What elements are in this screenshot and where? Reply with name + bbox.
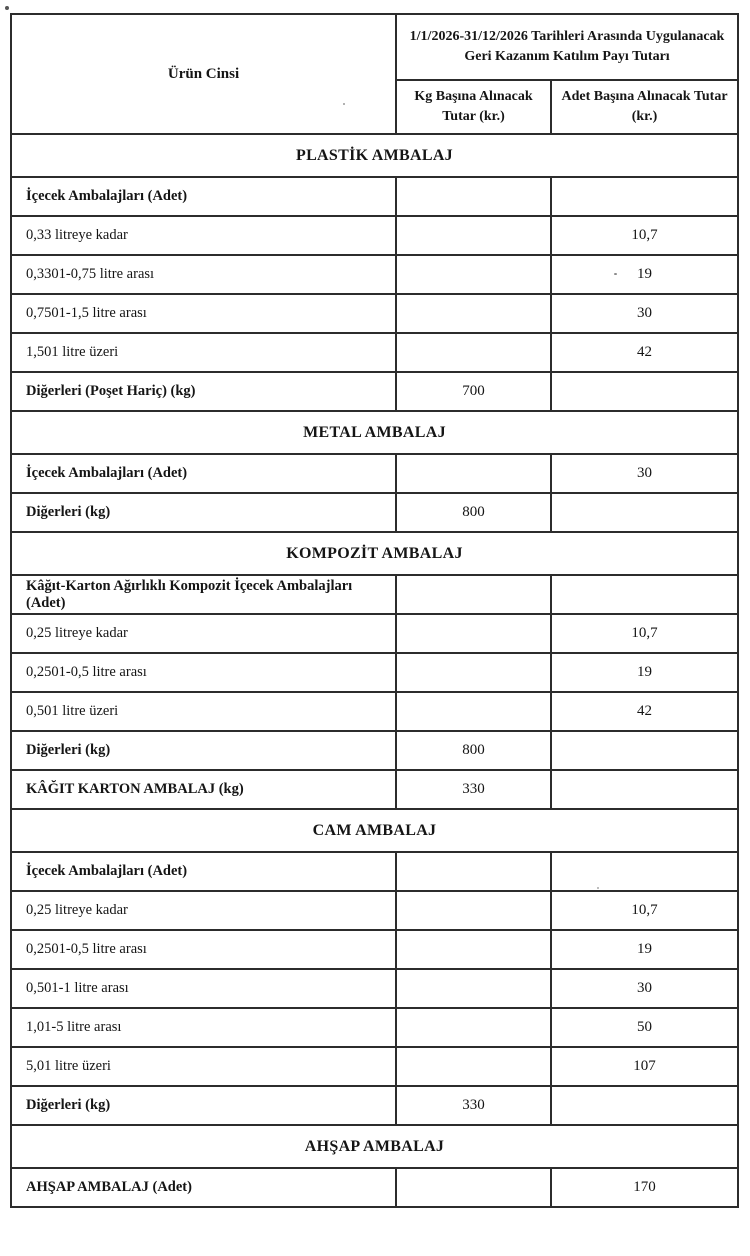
adet-amount [551, 575, 738, 614]
kg-amount [396, 653, 551, 692]
scan-speck [614, 273, 617, 275]
scan-speck [5, 6, 9, 10]
product-label: 0,25 litreye kadar [11, 614, 396, 653]
section-header-row [11, 134, 738, 177]
table-row [11, 1086, 738, 1125]
kg-amount: 700 [396, 372, 551, 411]
adet-amount [551, 1086, 738, 1125]
adet-amount [551, 731, 738, 770]
table-row [11, 930, 738, 969]
table-row [11, 969, 738, 1008]
section-title: AHŞAP AMBALAJ [11, 1125, 738, 1168]
table-row [11, 614, 738, 653]
adet-amount: 50 [551, 1008, 738, 1047]
adet-amount: 10,7 [551, 891, 738, 930]
table-row [11, 255, 738, 294]
adet-amount: 19 [551, 255, 738, 294]
product-label: Diğerleri (kg) [11, 731, 396, 770]
adet-amount [551, 770, 738, 809]
section-title: KOMPOZİT AMBALAJ [11, 532, 738, 575]
product-label: Diğerleri (kg) [11, 493, 396, 532]
kg-amount [396, 1008, 551, 1047]
kg-amount [396, 333, 551, 372]
section-header-row [11, 411, 738, 454]
product-label: Diğerleri (kg) [11, 1086, 396, 1125]
product-label: 0,501-1 litre arası [11, 969, 396, 1008]
adet-amount: 30 [551, 454, 738, 493]
adet-amount: 30 [551, 969, 738, 1008]
product-label: AHŞAP AMBALAJ (Adet) [11, 1168, 396, 1207]
product-label: İçecek Ambalajları (Adet) [11, 177, 396, 216]
table-row [11, 692, 738, 731]
table-row [11, 770, 738, 809]
product-label: 0,33 litreye kadar [11, 216, 396, 255]
adet-amount [551, 493, 738, 532]
product-label: Diğerleri (Poşet Hariç) (kg) [11, 372, 396, 411]
header-row-top [11, 14, 738, 80]
section-title: METAL AMBALAJ [11, 411, 738, 454]
table-row [11, 493, 738, 532]
product-label: KÂĞIT KARTON AMBALAJ (kg) [11, 770, 396, 809]
scan-speck [597, 887, 599, 889]
kg-amount: 330 [396, 1086, 551, 1125]
product-label: 0,3301-0,75 litre arası [11, 255, 396, 294]
table-row [11, 891, 738, 930]
adet-amount: 10,7 [551, 614, 738, 653]
kg-amount [396, 969, 551, 1008]
adet-amount: 170 [551, 1168, 738, 1207]
adet-amount [551, 852, 738, 891]
column-header-product: Ürün Cinsi [11, 14, 396, 134]
kg-amount [396, 1168, 551, 1207]
adet-amount: 19 [551, 930, 738, 969]
product-label: İçecek Ambalajları (Adet) [11, 454, 396, 493]
table-row [11, 1168, 738, 1207]
adet-amount: 42 [551, 692, 738, 731]
column-header-kg-amount: Kg Başına Alınacak Tutar (kr.) [396, 80, 551, 134]
kg-amount [396, 255, 551, 294]
table-body [11, 134, 738, 1207]
section-header-row [11, 532, 738, 575]
product-label: 1,501 litre üzeri [11, 333, 396, 372]
kg-amount [396, 614, 551, 653]
kg-amount [396, 692, 551, 731]
product-label: 0,25 litreye kadar [11, 891, 396, 930]
product-label: 0,501 litre üzeri [11, 692, 396, 731]
product-label: 0,2501-0,5 litre arası [11, 653, 396, 692]
adet-amount: 30 [551, 294, 738, 333]
scan-speck [343, 103, 345, 105]
kg-amount: 330 [396, 770, 551, 809]
table-row [11, 372, 738, 411]
kg-amount [396, 575, 551, 614]
kg-amount [396, 852, 551, 891]
table-row [11, 1047, 738, 1086]
table-row [11, 294, 738, 333]
kg-amount [396, 930, 551, 969]
product-label: İçecek Ambalajları (Adet) [11, 852, 396, 891]
product-label: 1,01-5 litre arası [11, 1008, 396, 1047]
kg-amount [396, 216, 551, 255]
kg-amount: 800 [396, 731, 551, 770]
table-header [11, 14, 738, 134]
table-row [11, 1008, 738, 1047]
table-row [11, 575, 738, 614]
section-title: PLASTİK AMBALAJ [11, 134, 738, 177]
adet-amount [551, 372, 738, 411]
kg-amount [396, 1047, 551, 1086]
column-header-period-group: 1/1/2026-31/12/2026 Tarihleri Arasında Uygulanacak Geri Kazanım Katılım Payı Tutarı [396, 14, 738, 80]
adet-amount: 107 [551, 1047, 738, 1086]
table-row [11, 177, 738, 216]
table-row [11, 454, 738, 493]
kg-amount [396, 454, 551, 493]
column-header-adet-amount: Adet Başına Alınacak Tutar (kr.) [551, 80, 738, 134]
kg-amount [396, 177, 551, 216]
product-label: 0,7501-1,5 litre arası [11, 294, 396, 333]
section-title: CAM AMBALAJ [11, 809, 738, 852]
section-header-row [11, 1125, 738, 1168]
fee-table [10, 13, 739, 1208]
product-label: 5,01 litre üzeri [11, 1047, 396, 1086]
adet-amount: 42 [551, 333, 738, 372]
adet-amount: 19 [551, 653, 738, 692]
table-row [11, 653, 738, 692]
kg-amount [396, 294, 551, 333]
adet-amount: 10,7 [551, 216, 738, 255]
table-row [11, 731, 738, 770]
table-row [11, 852, 738, 891]
product-label: 0,2501-0,5 litre arası [11, 930, 396, 969]
table-row [11, 216, 738, 255]
kg-amount: 800 [396, 493, 551, 532]
product-label: Kâğıt-Karton Ağırlıklı Kompozit İçecek Ambalajları (Adet) [11, 575, 396, 614]
kg-amount [396, 891, 551, 930]
adet-amount [551, 177, 738, 216]
section-header-row [11, 809, 738, 852]
table-row [11, 333, 738, 372]
